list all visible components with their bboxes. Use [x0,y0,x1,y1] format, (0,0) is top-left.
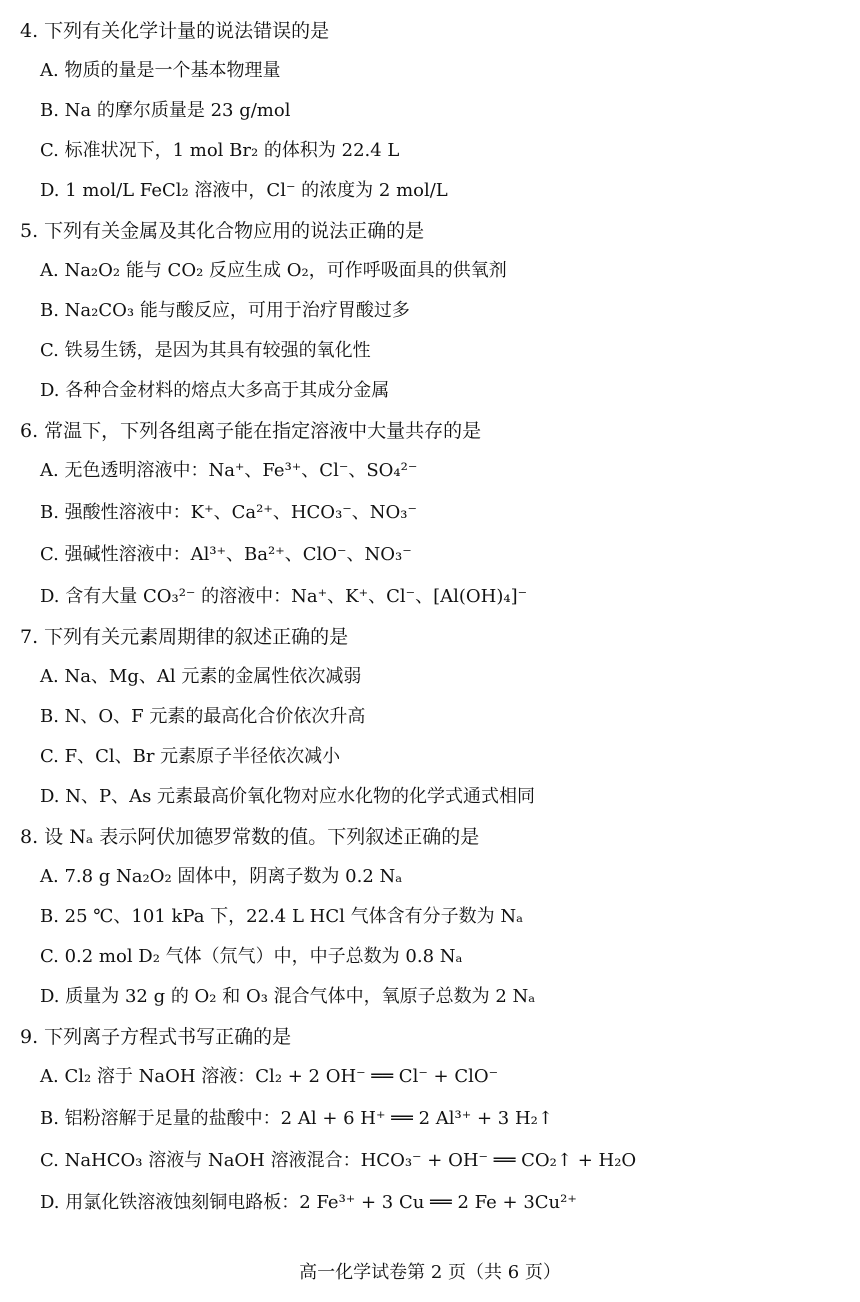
page-footer: 高一化学试卷第 2 页（共 6 页） [299,1262,561,1283]
question-title: 8. 设 Nₐ 表示阿伏加德罗常数的值。下列叙述正确的是 [20,826,480,848]
option-c: C. 铁易生锈，是因为其具有较强的氧化性 [40,340,371,361]
option-c: C. F、Cl、Br 元素原子半径依次减小 [40,746,341,767]
option-b: B. 25 ℃、101 kPa 下，22.4 L HCl 气体含有分子数为 Nₐ [40,906,524,927]
option-d: D. N、P、As 元素最高价氧化物对应水化物的化学式通式相同 [40,786,536,807]
option-d: D. 含有大量 CO₃²⁻ 的溶液中：Na⁺、K⁺、Cl⁻、[Al(OH)₄]⁻ [40,586,528,607]
option-c: C. 强碱性溶液中：Al³⁺、Ba²⁺、ClO⁻、NO₃⁻ [40,544,412,565]
option-b: B. Na 的摩尔质量是 23 g/mol [40,100,291,121]
option-c: C. 标准状况下，1 mol Br₂ 的体积为 22.4 L [40,140,400,161]
option-a: A. Cl₂ 溶于 NaOH 溶液：Cl₂ + 2 OH⁻ ══ Cl⁻ + ClO⁻ [40,1066,499,1087]
option-d: D. 1 mol/L FeCl₂ 溶液中，Cl⁻ 的浓度为 2 mol/L [40,180,448,201]
option-d: D. 各种合金材料的熔点大多高于其成分金属 [40,380,390,401]
option-d: D. 用氯化铁溶液蚀刻铜电路板：2 Fe³⁺ + 3 Cu ══ 2 Fe + 3Cu²⁺ [40,1192,577,1213]
option-c: C. NaHCO₃ 溶液与 NaOH 溶液混合：HCO₃⁻ + OH⁻ ══ CO₂↑ + H₂O [40,1150,637,1171]
option-b: B. N、O、F 元素的最高化合价依次升高 [40,706,366,727]
option-a: A. Na₂O₂ 能与 CO₂ 反应生成 O₂，可作呼吸面具的供氧剂 [40,260,507,281]
option-a: A. 无色透明溶液中：Na⁺、Fe³⁺、Cl⁻、SO₄²⁻ [40,460,418,481]
question-title: 6. 常温下，下列各组离子能在指定溶液中大量共存的是 [20,420,482,442]
option-a: A. 物质的量是一个基本物理量 [40,60,281,81]
option-a: A. 7.8 g Na₂O₂ 固体中，阴离子数为 0.2 Nₐ [40,866,403,887]
option-b: B. 铝粉溶解于足量的盐酸中：2 Al + 6 H⁺ ══ 2 Al³⁺ + 3 H₂↑ [40,1108,553,1129]
question-title: 7. 下列有关元素周期律的叙述正确的是 [20,626,349,648]
option-c: C. 0.2 mol D₂ 气体（氘气）中，中子总数为 0.8 Nₐ [40,946,463,967]
question-title: 4. 下列有关化学计量的说法错误的是 [20,20,330,42]
option-a: A. Na、Mg、Al 元素的金属性依次减弱 [40,666,362,687]
option-b: B. Na₂CO₃ 能与酸反应，可用于治疗胃酸过多 [40,300,410,321]
question-title: 9. 下列离子方程式书写正确的是 [20,1026,292,1048]
option-d: D. 质量为 32 g 的 O₂ 和 O₃ 混合气体中，氧原子总数为 2 Nₐ [40,986,536,1007]
question-title: 5. 下列有关金属及其化合物应用的说法正确的是 [20,220,425,242]
option-b: B. 强酸性溶液中：K⁺、Ca²⁺、HCO₃⁻、NO₃⁻ [40,502,418,523]
